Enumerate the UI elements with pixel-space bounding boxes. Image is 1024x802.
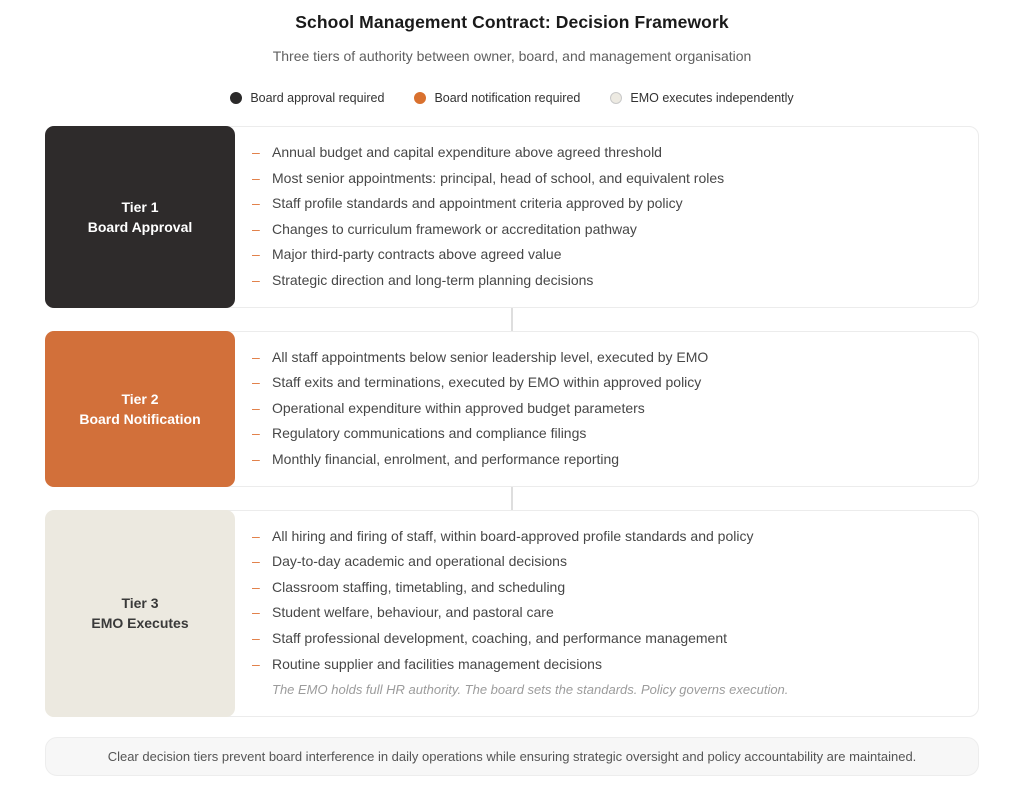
tier-row-board-notification (45, 331, 979, 487)
dash-bullet-icon: – (252, 169, 260, 186)
tier-role: Board Notification (79, 410, 201, 427)
item-text: Annual budget and capital expenditure above agreed threshold (272, 144, 662, 160)
tier-row-board-approval (45, 126, 979, 308)
page-title: School Management Contract: Decision Framework (295, 12, 729, 32)
item-text: Student welfare, behaviour, and pastoral care (272, 604, 554, 621)
legend-item-label: EMO executes independently (630, 91, 794, 105)
dash-bullet-icon: – (252, 195, 260, 212)
tier-label-board-approval (45, 126, 235, 308)
tier-label-board-notification (45, 331, 235, 487)
legend-dot-icon (230, 92, 242, 104)
item-text: Day-to-day academic and operational decisions (272, 553, 567, 570)
legend-item (414, 91, 580, 105)
legend-dot-icon (414, 92, 426, 104)
list-item (252, 421, 958, 447)
list-item (252, 447, 958, 473)
item-text: Classroom staffing, timetabling, and scheduling (272, 578, 566, 595)
dash-bullet-icon: – (252, 374, 260, 391)
list-item (252, 549, 958, 575)
legend-dot-icon (610, 92, 622, 104)
tier-role: Board Approval (87, 218, 193, 235)
tier-name: Tier 1 (121, 198, 159, 215)
list-item (252, 575, 958, 601)
item-text: Changes to curriculum framework or accreditation pathway (272, 220, 637, 237)
tier-item-list (252, 524, 958, 678)
item-text: Routine supplier and facilities management decisions (272, 655, 602, 672)
decision-framework-diagram (45, 0, 979, 776)
tier-role: EMO Executes (91, 615, 189, 632)
tier-name: Tier 2 (121, 390, 159, 407)
item-text: Staff exits and terminations, executed by EMO within approved policy (272, 374, 702, 391)
dash-bullet-icon: – (252, 144, 260, 160)
item-text: Staff professional development, coaching, and performance management (272, 629, 728, 646)
dash-bullet-icon: – (252, 450, 260, 467)
list-item (252, 242, 958, 268)
tier-row-emo-executes (45, 510, 979, 718)
list-item (252, 396, 958, 422)
item-text: Major third-party contracts above agreed value (272, 246, 562, 263)
tier-label-emo-executes (45, 510, 235, 718)
tier-note: The EMO holds full HR authority. The board sets the standards. Policy governs execution. (272, 682, 789, 698)
item-text: All hiring and firing of staff, within board-approved profile standards and policy (272, 527, 754, 544)
list-item (252, 652, 958, 678)
list-item (252, 370, 958, 396)
dash-bullet-icon: – (252, 399, 260, 416)
legend (45, 91, 979, 105)
tier-connector-line (511, 308, 513, 331)
list-item (252, 524, 958, 550)
list-item (252, 166, 958, 192)
list-item (252, 600, 958, 626)
legend-item (230, 91, 384, 105)
item-text: Monthly financial, enrolment, and performance reporting (272, 450, 620, 467)
legend-item-label: Board notification required (434, 91, 581, 105)
dash-bullet-icon: – (252, 271, 260, 288)
list-item (252, 626, 958, 652)
dash-bullet-icon: – (252, 553, 260, 570)
item-text: Regulatory communications and compliance filings (272, 425, 587, 442)
legend-item (610, 91, 793, 105)
legend-item-label: Board approval required (250, 91, 385, 105)
dash-bullet-icon: – (252, 578, 260, 595)
page-subtitle: Three tiers of authority between owner, board, and management organisation (272, 48, 752, 64)
list-item (252, 191, 958, 217)
list-item (252, 345, 958, 371)
summary-banner: Clear decision tiers prevent board interference in daily operations while ensuring strategic oversight and policy accountability are maintained. (45, 737, 979, 776)
tier-connector-line (511, 487, 513, 510)
dash-bullet-icon: – (252, 527, 260, 544)
item-text: Most senior appointments: principal, head of school, and equivalent roles (272, 169, 725, 186)
dash-bullet-icon: – (252, 246, 260, 263)
item-text: Staff profile standards and appointment criteria approved by policy (272, 195, 683, 212)
list-item (252, 268, 958, 294)
dash-bullet-icon: – (252, 604, 260, 621)
tier-item-list (252, 140, 958, 294)
dash-bullet-icon: – (252, 655, 260, 672)
tier-name: Tier 3 (121, 595, 159, 612)
item-text: Operational expenditure within approved budget parameters (272, 399, 645, 416)
item-text: Strategic direction and long-term planning decisions (272, 271, 594, 288)
item-text: All staff appointments below senior leadership level, executed by EMO (272, 348, 709, 365)
dash-bullet-icon: – (252, 220, 260, 237)
list-item (252, 217, 958, 243)
list-item (252, 140, 958, 166)
dash-bullet-icon: – (252, 348, 260, 365)
tier-item-list (252, 345, 958, 473)
dash-bullet-icon: – (252, 425, 260, 442)
dash-bullet-icon: – (252, 629, 260, 646)
